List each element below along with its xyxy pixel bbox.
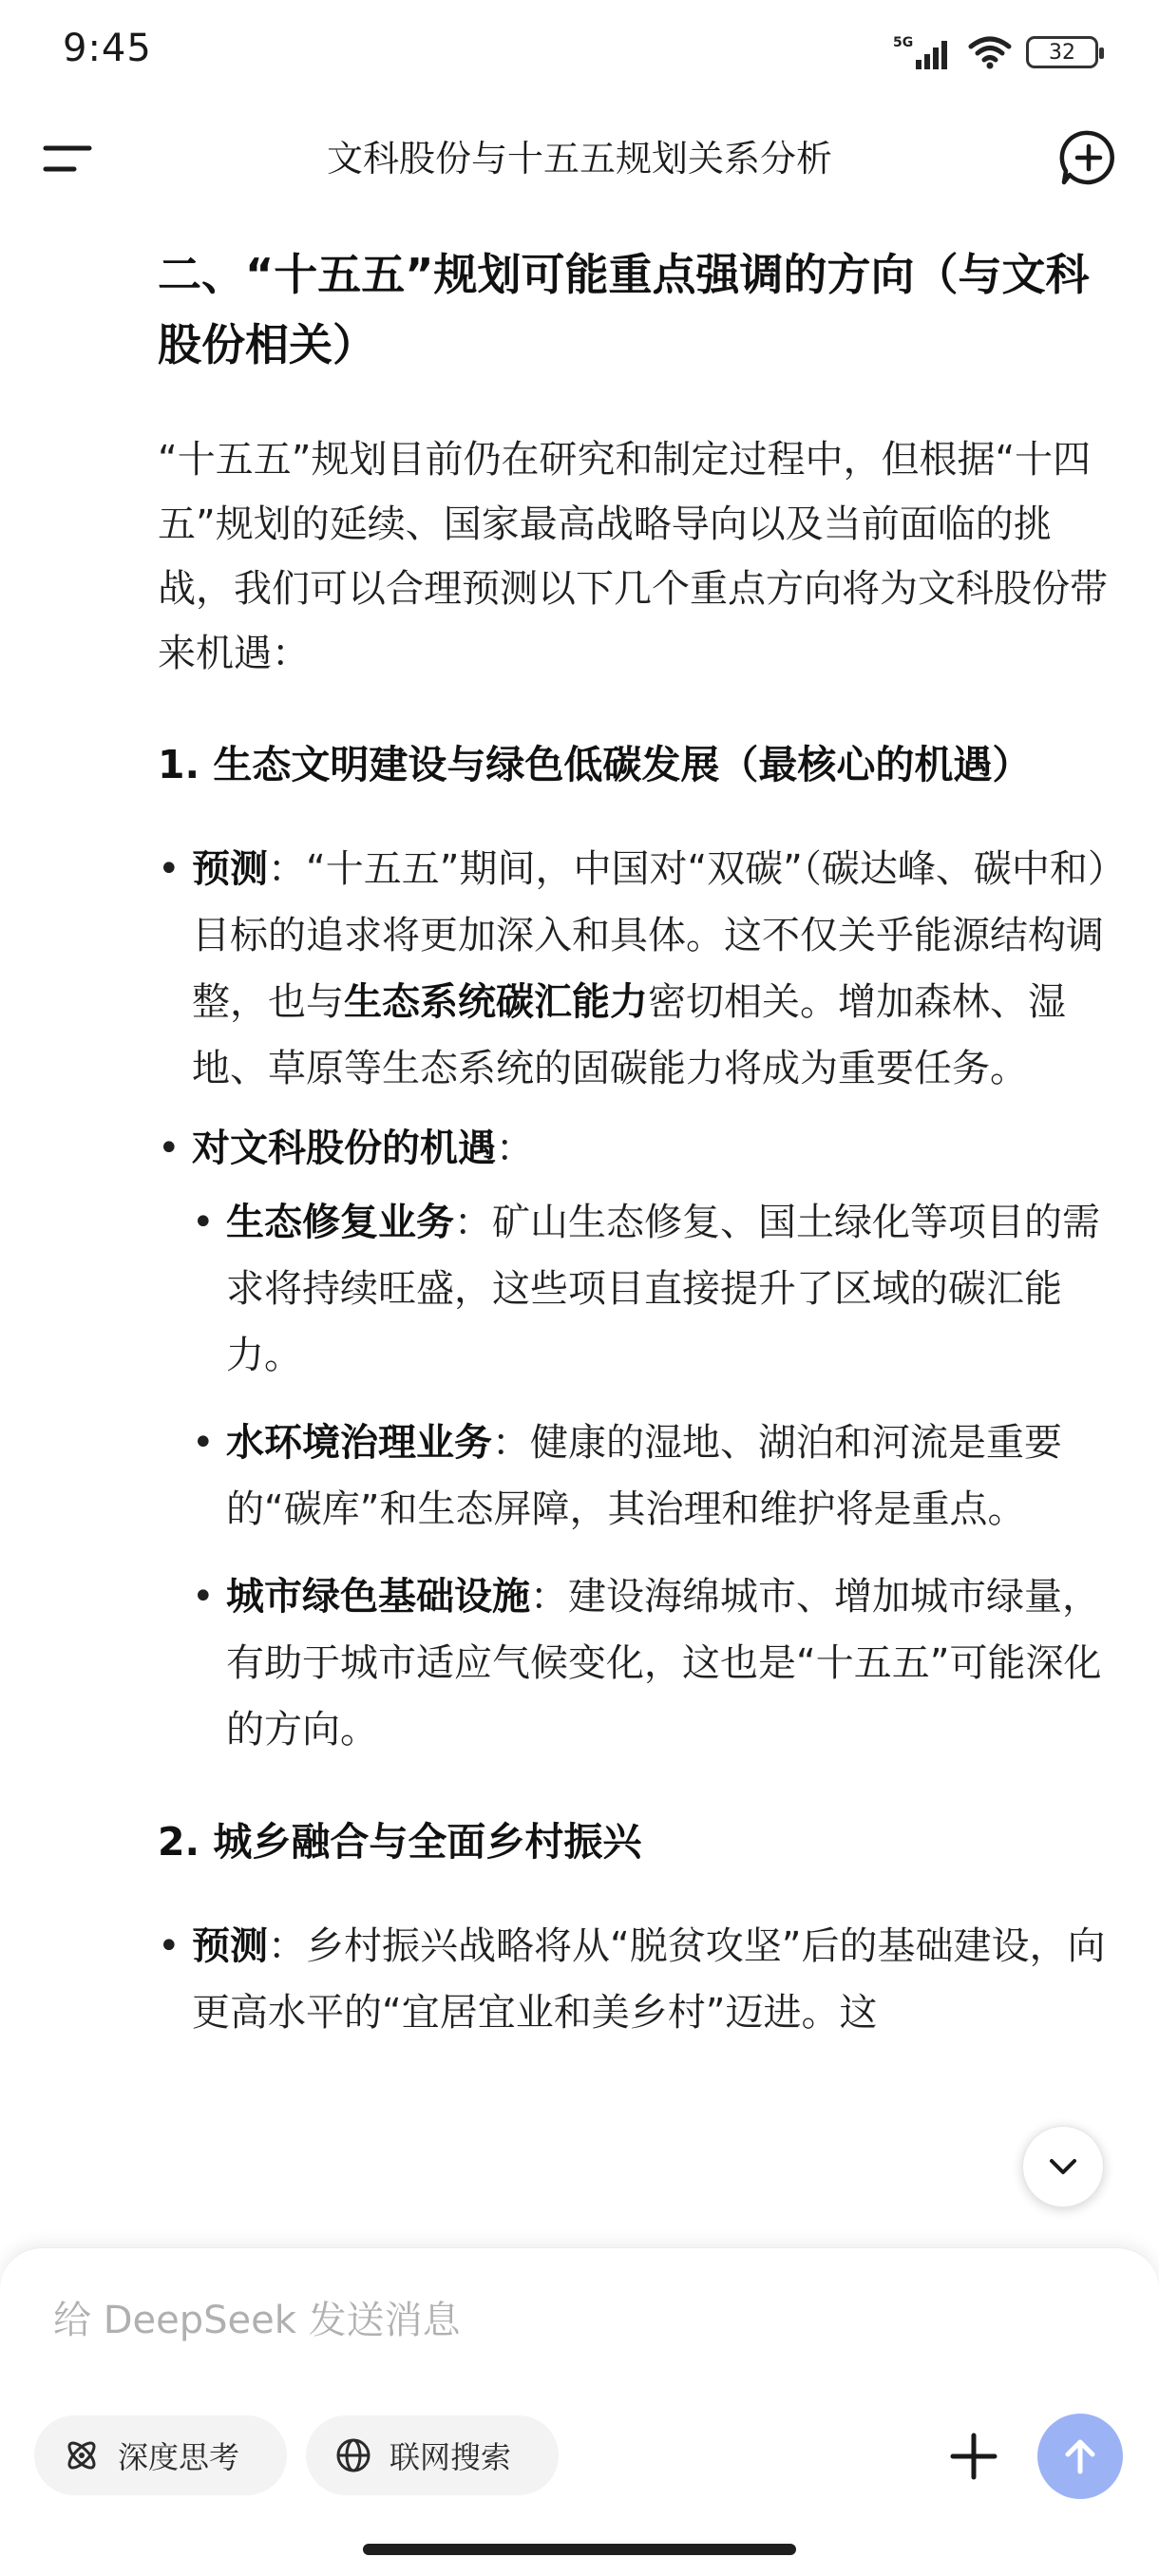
- subitem-label: 水环境治理业务: [226, 1421, 492, 1465]
- forecast-text-pre: ：“十五五”期间，中国对“双碳”（碳达峰、碳中和）目标的追求将更加深入和具体。这不仅关乎能源结构调整，也与: [192, 847, 1107, 1024]
- forecast-text: ：乡村振兴战略将从“脱贫攻坚”后的基础建设，向更高水平的“宜居宜业和美乡村”迈进。这: [192, 1924, 1106, 2035]
- list-item: [192, 1189, 1117, 1389]
- atom-icon: [63, 2436, 101, 2474]
- home-indicator[interactable]: [363, 2544, 796, 2555]
- deep-think-label: 深度思考: [118, 2439, 240, 2475]
- subitem-label: 城市绿色基础设施: [226, 1575, 530, 1619]
- battery-indicator: [1026, 36, 1098, 68]
- assistant-message: [158, 239, 1117, 2059]
- subitem-label: 生态修复业务: [226, 1201, 454, 1244]
- message-input[interactable]: [53, 2292, 908, 2349]
- web-search-label: 联网搜索: [390, 2439, 512, 2475]
- opportunity-sublist: [192, 1189, 1117, 1763]
- deep-think-toggle[interactable]: [34, 2415, 287, 2495]
- globe-icon: [334, 2436, 372, 2474]
- topic1-list: [158, 836, 1117, 1763]
- scroll-to-bottom-button[interactable]: [1022, 2126, 1104, 2207]
- forecast-label: 预测: [192, 1924, 268, 1968]
- list-item: [192, 1410, 1117, 1543]
- wifi-icon: [967, 33, 1013, 71]
- list-item: [158, 836, 1117, 1102]
- arrow-up-icon: [1059, 2435, 1101, 2477]
- topic2-list: [158, 1913, 1117, 2046]
- list-item: [158, 1913, 1117, 2046]
- message-composer: [0, 2247, 1159, 2576]
- subitem-text: ：健康的湿地、湖泊和河流是重要的“碳库”和生态屏障，其治理和维护将是重点。: [226, 1421, 1062, 1531]
- network-type-label: 5G: [893, 35, 914, 50]
- new-chat-icon[interactable]: [1056, 125, 1121, 190]
- status-icons: [893, 28, 1098, 76]
- list-item: [158, 1115, 1117, 1763]
- status-time: 9:45: [63, 27, 152, 70]
- battery-level: 32: [1049, 40, 1075, 65]
- attach-button[interactable]: [940, 2423, 1007, 2490]
- status-bar: [0, 0, 1159, 104]
- chevron-down-icon: [1044, 2148, 1082, 2186]
- page-title: 文科股份与十五五规划关系分析: [326, 138, 832, 180]
- cellular-signal-icon: [893, 33, 954, 71]
- opportunity-colon: ：: [496, 1127, 534, 1170]
- app-header: [0, 104, 1159, 209]
- list-item: [192, 1563, 1117, 1763]
- web-search-toggle[interactable]: [306, 2415, 559, 2495]
- section-heading: 二、“十五五”规划可能重点强调的方向（与文科股份相关）: [158, 249, 1090, 370]
- opportunity-label: 对文科股份的机遇: [192, 1127, 496, 1170]
- subitem-text: ：矿山生态修复、国土绿化等项目的需求将持续旺盛，这些项目直接提升了区域的碳汇能力。: [226, 1201, 1100, 1377]
- forecast-label: 预测: [192, 847, 268, 891]
- forecast-text-bold: 生态系统碳汇能力: [344, 980, 648, 1024]
- topic1-heading: 1. 生态文明建设与绿色低碳发展（最核心的机遇）: [158, 742, 1032, 787]
- topic2-heading: 2. 城乡融合与全面乡村振兴: [158, 1819, 642, 1865]
- forecast-text-post: 密切相关。增加森林、湿地、草原等生态系统的固碳能力将成为重要任务。: [192, 980, 1066, 1090]
- plus-icon: [949, 2432, 998, 2481]
- send-button[interactable]: [1037, 2414, 1123, 2499]
- subitem-text: ：建设海绵城市、增加城市绿量，有助于城市适应气候变化，这也是“十五五”可能深化的方向。: [226, 1575, 1102, 1752]
- intro-paragraph: “十五五”规划目前仍在研究和制定过程中，但根据“十四五”规划的延续、国家最高战略导向以及当前面临的挑战，我们可以合理预测以下几个重点方向将为文科股份带来机遇：: [158, 438, 1108, 675]
